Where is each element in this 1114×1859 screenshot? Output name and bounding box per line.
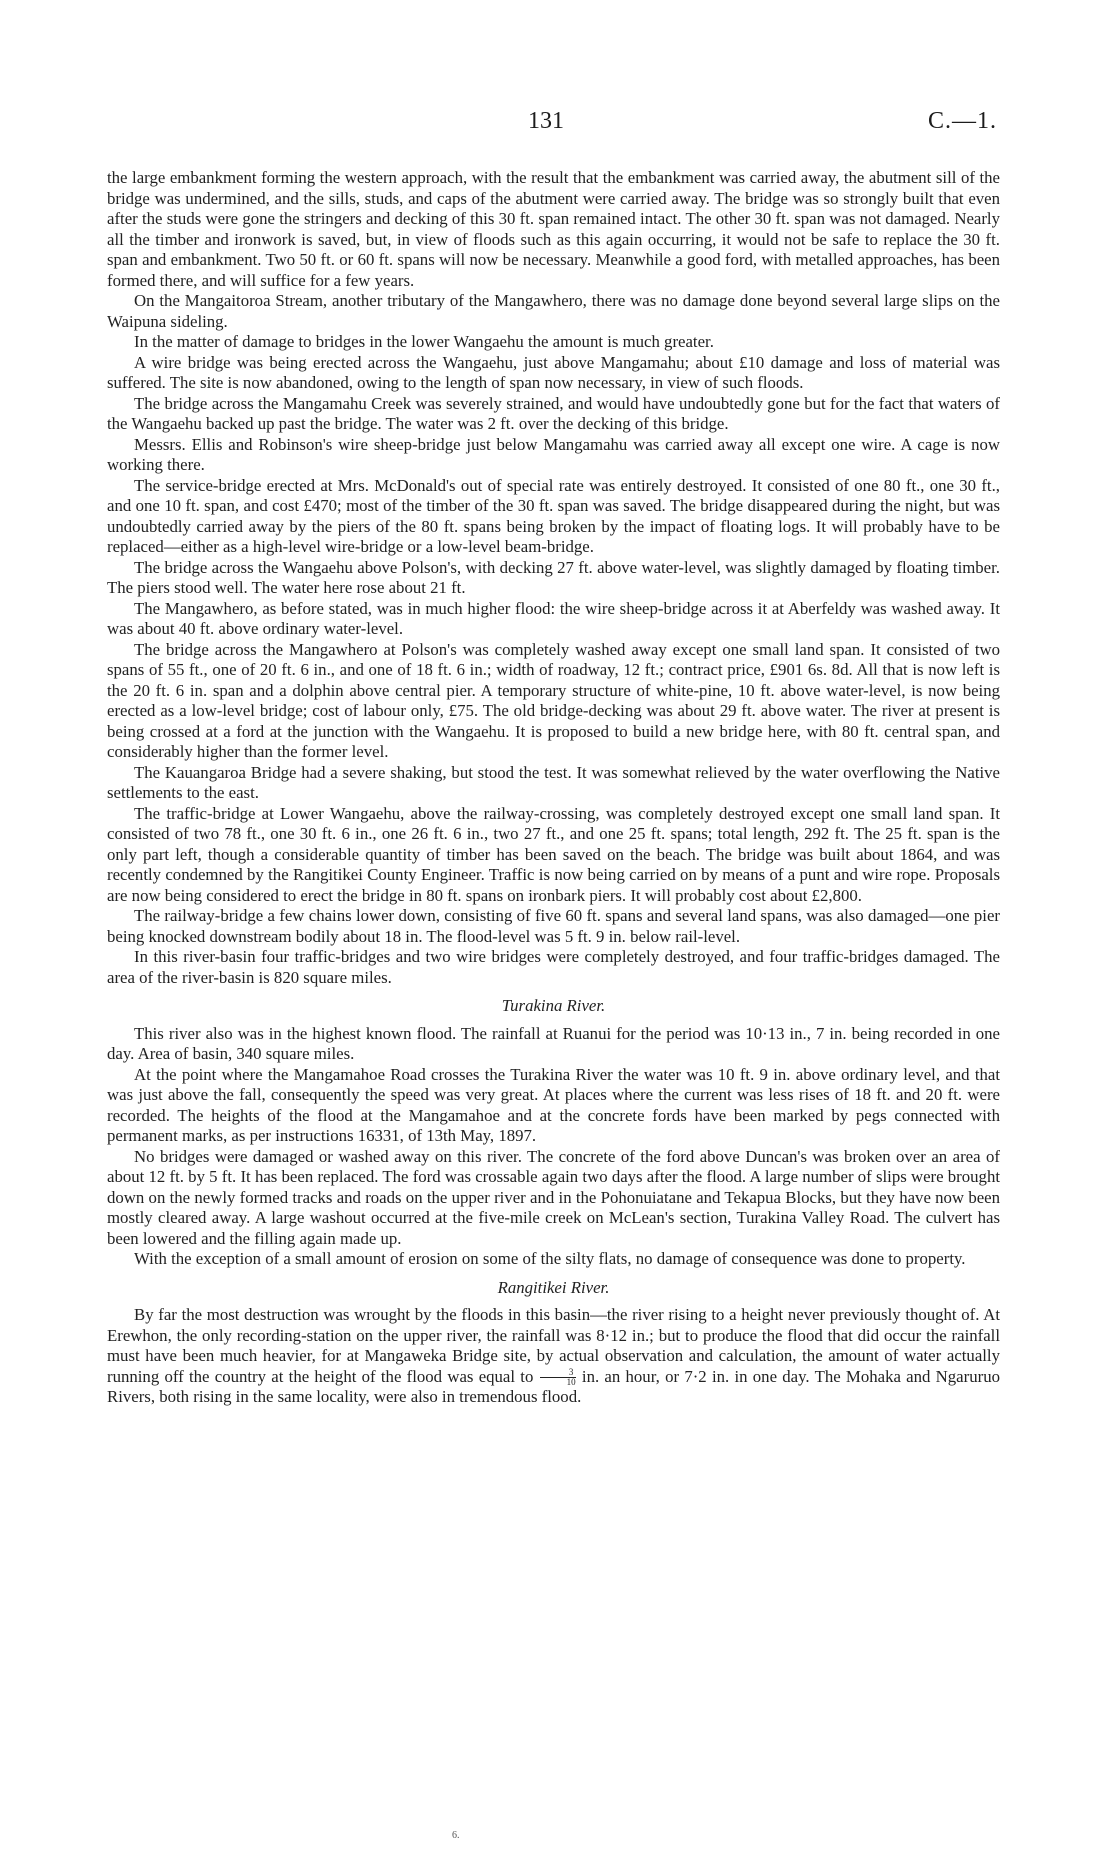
paragraph: The railway-bridge a few chains lower down, consisting of five 60 ft. spans and several land spans, was also damaged—one pier being knocked downstream bodily about 18 in. The flood-level was 5 ft. 9 in. below rail-level.	[107, 906, 1000, 946]
body-text	[107, 168, 1000, 1408]
paragraph: No bridges were damaged or washed away on this river. The concrete of the ford above Duncan's was broken over an area of about 12 ft. by 5 ft. It has been replaced. The ford was crossable again two days after the flood. A large number of slips were brought down on the newly formed tracks and roads on the upper river and in the Pohonuiatane and Tekapua Blocks, but they have now been mostly cleared away. A large washout occurred at the five-mile creek on McLean's section, Turakina Valley Road. The culvert has been lowered and the filling again made up.	[107, 1146, 1000, 1248]
paragraph: The bridge across the Mangawhero at Polson's was completely washed away except one small land span. It consisted of two spans of 55 ft., one of 20 ft. 6 in., and one of 18 ft. 6 in.; width of roadway, 12 ft.; contract price, £901 6s. 8d. All that is now left is the 20 ft. 6 in. span and a dolphin above central pier. A temporary structure of white-pine, 10 ft. above water-level, is now being erected as a low-level bridge; cost of labour only, £75. The old bridge-decking was about 29 ft. above water. The river at present is being crossed at a ford at the junction with the Wangaehu. It is proposed to build a new bridge here, with 80 ft. central span, and considerably higher than the former level.	[107, 639, 1000, 761]
document-reference: C.—1.	[927, 108, 997, 134]
paragraph: This river also was in the highest known flood. The rainfall at Ruanui for the period was 10·13 in., 7 in. being recorded in one day. Area of basin, 340 square miles.	[107, 1023, 1000, 1063]
paragraph: In this river-basin four traffic-bridges and two wire bridges were completely destroyed, and four traffic-bridges damaged. The area of the river-basin is 820 square miles.	[107, 947, 1000, 987]
paragraph: the large embankment forming the western approach, with the result that the embankment was carried away, the abutment sill of the bridge was undermined, and the sills, studs, and caps of the abutment were carried away. The bridge was so strongly built that even after the studs were gone the stringers and decking of this 30 ft. span remained intact. The other 30 ft. span was not damaged. Nearly all the timber and ironwork is saved, but, in view of floods such as this again occurring, it would not be safe to replace the 30 ft. span and embankment. Two 50 ft. or 60 ft. spans will now be necessary. Meanwhile a good ford, with metalled approaches, has been formed there, and will suffice for a few years.	[107, 168, 1000, 290]
paragraph: The Mangawhero, as before stated, was in much higher flood: the wire sheep-bridge across it at Aberfeldy was washed away. It was about 40 ft. above ordinary water-level.	[107, 598, 1000, 638]
section-heading-rangitikei: Rangitikei River.	[497, 1277, 610, 1297]
paragraph: The bridge across the Mangamahu Creek was severely strained, and would have undoubtedly gone but for the fact that waters of the Wangaehu backed up past the bridge. The water was 2 ft. over the decking of this bridge.	[107, 393, 1000, 433]
paragraph-text: in. an hour, or 7·2 in. in one day. The Mohaka and Ngaruruo Rivers, both rising in the same locality, were also in tremendous flood.	[107, 1366, 1000, 1407]
paragraph: The traffic-bridge at Lower Wangaehu, above the railway-crossing, was completely destroyed except one small land span. It consisted of two 78 ft., one 30 ft. 6 in., one 26 ft. 6 in., two 27 ft., and one 25 ft. spans; total length, 292 ft. The 25 ft. span is the only part left, though a considerable quantity of timber has been saved on the beach. The bridge was built about 1864, and was recently condemned by the Rangitikei County Engineer. Traffic is now being carried on by means of a punt and wire rope. Proposals are now being considered to erect the bridge in 80 ft. spans on ironbark piers. It will probably cost about £2,800.	[107, 803, 1000, 905]
paragraph: In the matter of damage to bridges in the lower Wangaehu the amount is much greater.	[134, 332, 714, 351]
fraction	[540, 1368, 576, 1387]
paragraph: On the Mangaitoroa Stream, another tributary of the Mangawhero, there was no damage done beyond several large slips on the Waipuna sideling.	[107, 291, 1000, 331]
paragraph: The service-bridge erected at Mrs. McDonald's out of special rate was entirely destroyed. It consisted of one 80 ft., one 30 ft., and one 10 ft. span, and cost £470; most of the timber of the 30 ft. span was saved. The bridge disappeared during the night, but was undoubtedly carried away by the piers of the 80 ft. spans being broken by the impact of floating logs. It will probably have to be replaced—either as a high-level wire-bridge or a low-level beam-bridge.	[107, 475, 1000, 556]
paragraph: At the point where the Mangamahoe Road crosses the Turakina River the water was 10 ft. 9 in. above ordinary level, and that was just above the fall, consequently the speed was very great. At places where the current was less rises of 18 ft. and 20 ft. were recorded. The heights of the flood at the Mangamahoe and at the concrete fords have been marked by pegs connected with permanent marks, as per instructions 16331, of 13th May, 1897.	[107, 1064, 1000, 1145]
paragraph: A wire bridge was being erected across the Wangaehu, just above Mangamahu; about £10 damage and loss of material was suffered. The site is now abandoned, owing to the length of span now necessary, in view of such floods.	[107, 352, 1000, 392]
fraction-denominator: 10	[566, 1377, 576, 1388]
paragraph: Messrs. Ellis and Robinson's wire sheep-bridge just below Mangamahu was carried away all except one wire. A cage is now working there.	[107, 434, 1000, 474]
fraction-numerator: 3	[540, 1368, 576, 1378]
paragraph: The bridge across the Wangaehu above Polson's, with decking 27 ft. above water-level, was slightly damaged by floating timber. The piers stood well. The water here rose about 21 ft.	[107, 557, 1000, 597]
page-number: 131	[528, 108, 564, 134]
paragraph	[107, 1305, 1000, 1408]
section-heading-turakina: Turakina River.	[501, 996, 606, 1015]
footer-mark: 6.	[452, 1830, 460, 1841]
paragraph: With the exception of a small amount of erosion on some of the silty flats, no damage of consequence was done to property.	[134, 1249, 966, 1268]
paragraph: The Kauangaroa Bridge had a severe shaking, but stood the test. It was somewhat relieved by the water overflowing the Native settlements to the east.	[107, 762, 1000, 802]
page-header	[0, 108, 1114, 138]
paragraph-text: By far the most destruction was wrought by the floods in this basin—the river rising to a height never previously thought of. At Erewhon, the only recording-station on the upper river, the rainfall was 8·12 in.; but to produce the flood that did occur the rainfall must have been much heavier, for at Mangaweka Bridge site, by actual observation and calculation, the amount of water actually running off the country at the height of the flood was equal to	[107, 1305, 1000, 1386]
